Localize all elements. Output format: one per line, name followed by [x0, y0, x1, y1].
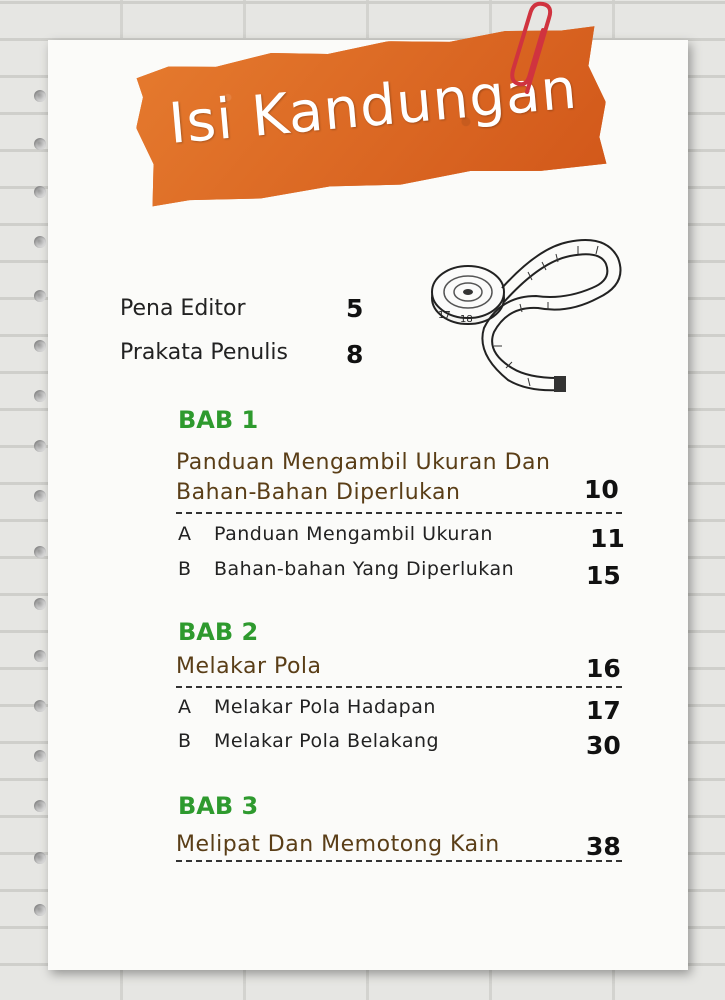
chapter-page: 38 [586, 832, 621, 861]
binder-hole [34, 186, 46, 198]
binder-hole [34, 490, 46, 502]
toc-entry-label: Prakata Penulis [120, 340, 288, 365]
binder-hole [34, 650, 46, 662]
chapter-heading: BAB 1 [178, 406, 259, 434]
paperclip-icon [505, 0, 565, 100]
section-label: Panduan Mengambil Ukuran [214, 523, 493, 545]
section-entry [178, 696, 436, 718]
section-letter: A [178, 696, 192, 718]
section-entry [178, 523, 493, 545]
toc-entry-page: 5 [346, 294, 364, 323]
section-label: Melakar Pola Belakang [214, 730, 440, 752]
section-page: 30 [586, 731, 621, 760]
tape-mark: 17 [438, 310, 451, 321]
chapter-page: 10 [584, 475, 619, 504]
binder-hole [34, 852, 46, 864]
chapter-page: 16 [586, 654, 621, 683]
binder-hole [34, 904, 46, 916]
page-title: Isi Kandungan [166, 56, 580, 158]
section-letter: B [178, 558, 192, 580]
section-entry [178, 730, 439, 752]
binder-hole [34, 546, 46, 558]
binder-hole [34, 750, 46, 762]
binder-hole [34, 800, 46, 812]
binder-hole [34, 440, 46, 452]
section-entry [178, 558, 514, 580]
measuring-tape-icon [428, 228, 638, 398]
toc-entry-prakata-penulis [120, 340, 288, 365]
binder-hole [34, 236, 46, 248]
binder-hole [34, 138, 46, 150]
chapter-title: Panduan Mengambil Ukuran Dan [176, 450, 551, 475]
binder-hole [34, 290, 46, 302]
divider [176, 512, 622, 514]
chapter-heading: BAB 3 [178, 792, 259, 820]
section-label: Melakar Pola Hadapan [214, 696, 436, 718]
binder-hole [34, 598, 46, 610]
binder-hole [34, 390, 46, 402]
chapter-heading: BAB 2 [178, 618, 259, 646]
chapter-title: Bahan-Bahan Diperlukan [176, 480, 461, 505]
section-letter: A [178, 523, 192, 545]
toc-entry-pena-editor [120, 296, 246, 321]
chapter-title: Melipat Dan Memotong Kain [176, 832, 500, 857]
section-page: 11 [590, 524, 625, 553]
binder-hole [34, 700, 46, 712]
section-page: 17 [586, 696, 621, 725]
section-label: Bahan-bahan Yang Diperlukan [214, 558, 515, 580]
toc-entry-label: Pena Editor [120, 296, 246, 321]
section-letter: B [178, 730, 192, 752]
divider [176, 686, 622, 688]
binder-hole [34, 90, 46, 102]
divider [176, 860, 622, 862]
toc-entry-page: 8 [346, 340, 364, 369]
chapter-title: Melakar Pola [176, 654, 322, 679]
binder-hole [34, 340, 46, 352]
tape-mark: 18 [460, 314, 473, 325]
section-page: 15 [586, 561, 621, 590]
